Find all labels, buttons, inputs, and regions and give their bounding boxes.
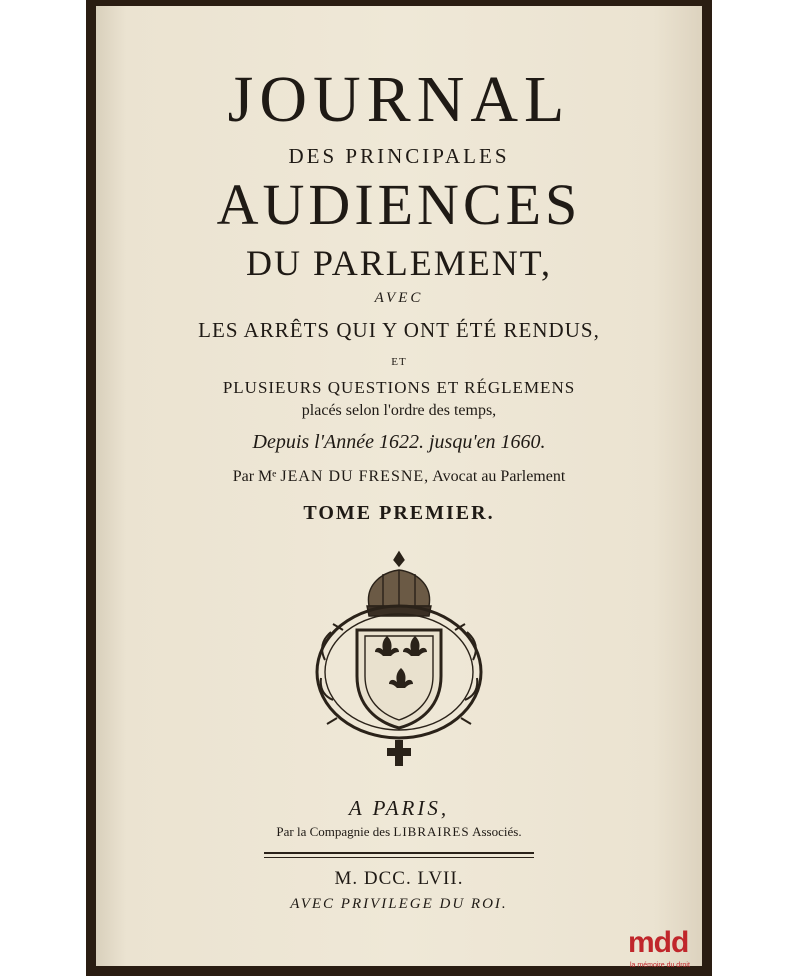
arrets-line: LES ARRÊTS QUI Y ONT ÉTÉ RENDUS, xyxy=(198,318,600,342)
tome-line: TOME PREMIER. xyxy=(303,502,495,524)
logo-subtitle: la mémoire du droit xyxy=(630,962,690,969)
place-line: A PARIS, xyxy=(348,796,450,820)
logo-text: mdd xyxy=(628,926,689,959)
double-rule-top xyxy=(264,852,534,854)
title-line-audiences: AUDIENCES xyxy=(216,172,582,237)
royal-arms-fleur-de-lis-icon xyxy=(303,550,495,772)
avec-line: AVEC xyxy=(374,290,424,306)
publisher-line xyxy=(96,824,702,840)
mdd-logo xyxy=(628,926,708,974)
author-line xyxy=(96,468,702,486)
author-prefix: Par Mᵉ xyxy=(232,468,277,485)
date-range-line: Depuis l'Année 1622. jusqu'en 1660. xyxy=(252,431,546,453)
publication-date: M. DCC. LVII. xyxy=(334,868,464,889)
title-page xyxy=(96,6,702,966)
privilege-line: AVEC PRIVILEGE DU ROI. xyxy=(290,896,508,912)
double-rule-bottom xyxy=(264,857,534,858)
et-line: ET xyxy=(391,356,407,368)
publisher-prefix: Par la Compagnie des xyxy=(276,824,391,839)
title-line-du-parlement: DU PARLEMENT, xyxy=(245,243,553,283)
places-line: placés selon l'ordre des temps, xyxy=(301,402,497,419)
author-role: Avocat au Parlement xyxy=(432,468,566,485)
title-line-des-principales: DES PRINCIPALES xyxy=(288,144,510,168)
publisher-suffix: Associés. xyxy=(472,824,522,839)
plusieurs-line: PLUSIEURS QUESTIONS ET RÉGLEMENS xyxy=(222,378,576,397)
author-name: JEAN DU FRESNE, xyxy=(280,468,430,485)
title-line-journal: JOURNAL xyxy=(227,63,571,136)
publisher-name: LIBRAIRES xyxy=(393,824,470,839)
